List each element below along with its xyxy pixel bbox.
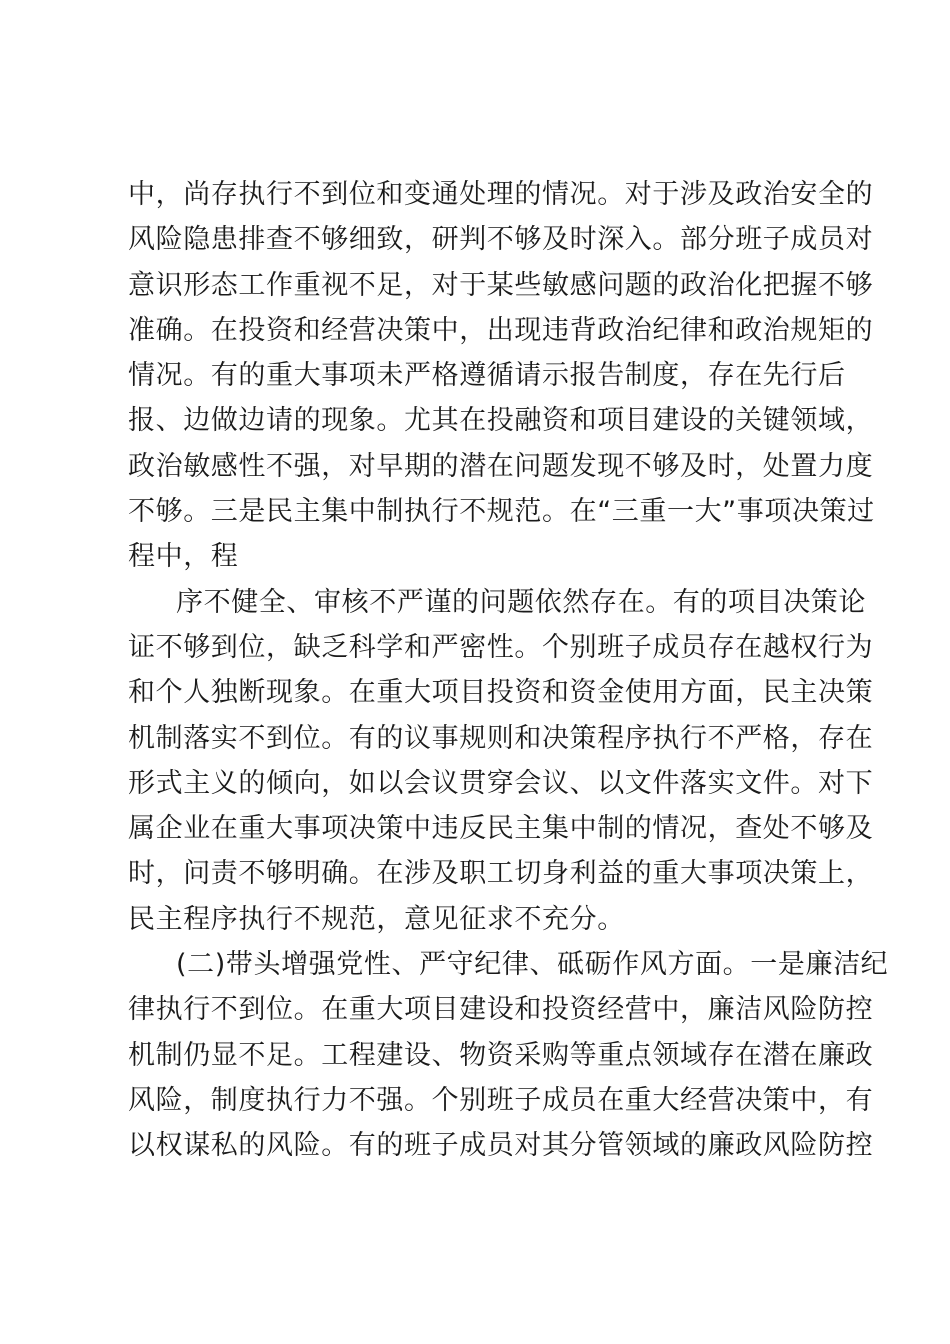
text-line: 中，尚存执行不到位和变通处理的情况。对于涉及政治安全的 — [128, 179, 874, 210]
document-body — [128, 172, 889, 1169]
text-line: 以权谋私的风险。有的班子成员对其分管领域的廉政风险防控 — [128, 1130, 874, 1162]
text-line: 意识形态工作重视不足，对于某些敏感问题的政治化把握不够 — [128, 269, 874, 301]
text-line: 情况。有的重大事项未严格遵循请示报告制度，存在先行后 — [128, 360, 846, 392]
text-line: 政治敏感性不强，对早期的潜在问题发现不够及时，处置力度 — [128, 450, 874, 482]
text-line: 不够。三是民主集中制执行不规范。在“三重一大”事项决策过 — [128, 496, 875, 528]
text-line: 程中，程 — [128, 541, 239, 573]
text-line: 律执行不到位。在重大项目建设和投资经营中，廉洁风险防控 — [128, 994, 874, 1026]
text-line: 和个人独断现象。在重大项目投资和资金使用方面，民主决策 — [128, 677, 874, 709]
text-line: 形式主义的倾向，如以会议贯穿会议、以文件落实文件。对下 — [128, 767, 874, 799]
text-line: 风险，制度执行力不强。个别班子成员在重大经营决策中，有 — [128, 1084, 874, 1116]
text-line: 准确。在投资和经营决策中，出现违背政治纪律和政治规矩的 — [128, 314, 874, 346]
paragraph-first-line: 序不健全、审核不严谨的问题依然存在。有的项目决策论 — [176, 586, 866, 618]
text-line: 时，问责不够明确。在涉及职工切身利益的重大事项决策上， — [128, 858, 874, 890]
section-heading-line: (二)带头增强党性、严守纪律、砥砺作风方面。一是廉洁纪 — [176, 949, 889, 981]
text-line: 属企业在重大事项决策中违反民主集中制的情况，查处不够及 — [128, 813, 874, 845]
text-line: 风险隐患排查不够细致，研判不够及时深入。部分班子成员对 — [128, 224, 874, 256]
text-line: 报、边做边请的现象。尤其在投融资和项目建设的关键领域， — [128, 405, 874, 437]
text-line: 机制落实不到位。有的议事规则和决策程序执行不严格，存在 — [128, 722, 874, 754]
text-line: 证不够到位，缺乏科学和严密性。个别班子成员存在越权行为 — [128, 631, 874, 663]
text-line: 民主程序执行不规范，意见征求不充分。 — [128, 903, 625, 935]
text-line: 机制仍显不足。工程建设、物资采购等重点领域存在潜在廉政 — [128, 1039, 874, 1071]
